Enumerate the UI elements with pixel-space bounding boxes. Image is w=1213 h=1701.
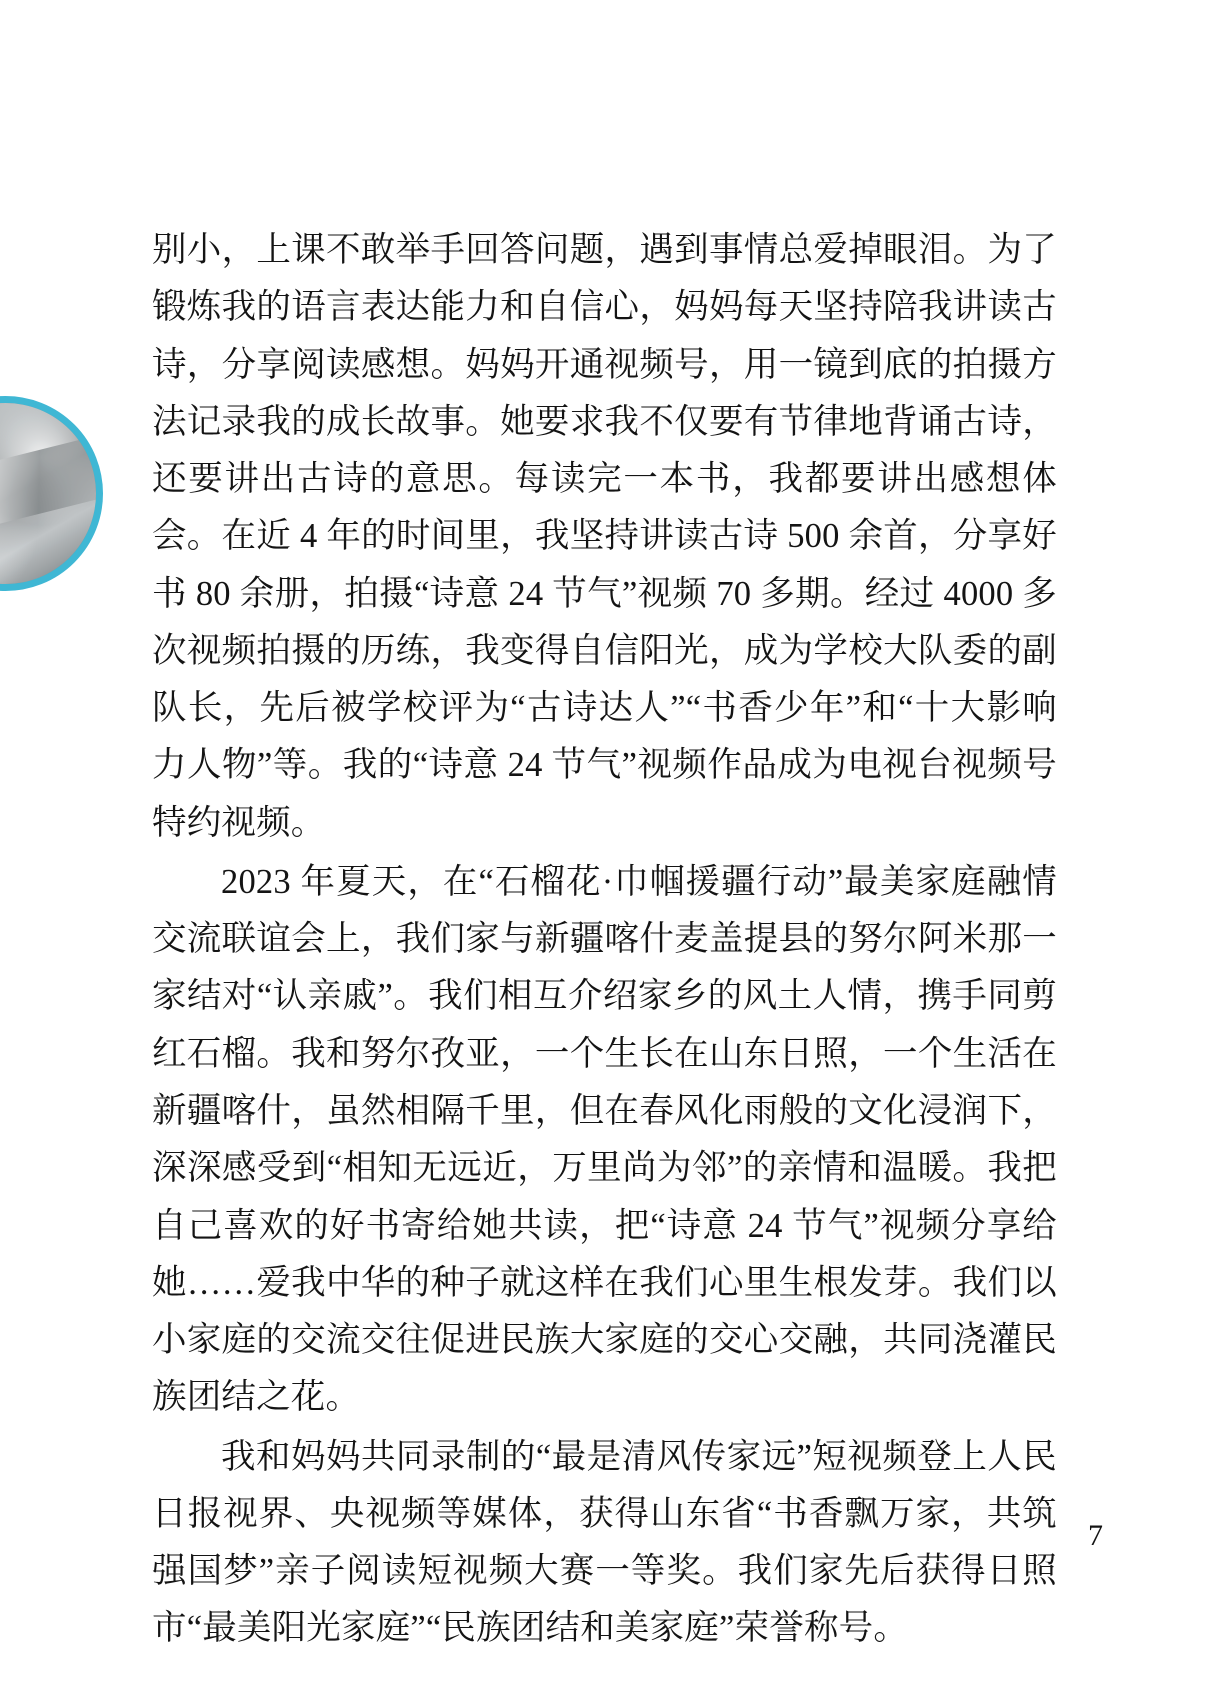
paragraph-1: 别小，上课不敢举手回答问题，遇到事情总爱掉眼泪。为了锻炼我的语言表达能力和自信心，妈妈每天坚持陪我讲读古诗，分享阅读感想。妈妈开通视频号，用一镜到底的拍摄方法记录我的成长故事。她要求我不仅要有节律地背诵古诗，还要讲出古诗的意思。每读完一本书，我都要讲出感想体会。在近 4 年的时间里，我坚持讲读古诗 500 余首，分享好书 80 余册，拍摄“诗意 24 节气”视频 70 多期。经过 4000 多次视频拍摄的历练，我变得自信阳光，成为学校大队委的副队长，先后被学校评为“古诗达人”“书香少年”和“十大影响力人物”等。我的“诗意 24 节气”视频作品成为电视台视频号特约视频。: [152, 231, 1057, 842]
page-number: 7: [1088, 1519, 1103, 1552]
body-text: [152, 222, 1057, 1660]
photo-image: [0, 403, 96, 584]
circular-photo: [0, 396, 103, 591]
paragraph-3: 我和妈妈共同录制的“最是清风传家远”短视频登上人民日报视界、央视频等媒体，获得山东省“书香飘万家，共筑强国梦”亲子阅读短视频大赛一等奖。我们家先后获得日照市“最美阳光家庭”“民族团结和美家庭”荣誉称号。: [152, 1437, 1057, 1648]
paragraph-2: 2023 年夏天，在“石榴花·巾帼援疆行动”最美家庭融情交流联谊会上，我们家与新疆喀什麦盖提县的努尔阿米那一家结对“认亲戚”。我们相互介绍家乡的风土人情，携手同剪红石榴。我和努尔孜亚，一个生长在山东日照，一个生活在新疆喀什，虽然相隔千里，但在春风化雨般的文化浸润下，深深感受到“相知无远近，万里尚为邻”的亲情和温暖。我把自己喜欢的好书寄给她共读，把“诗意 24 节气”视频分享给她……爱我中华的种子就这样在我们心里生根发芽。我们以小家庭的交流交往促进民族大家庭的交心交融，共同浇灌民族团结之花。: [152, 862, 1057, 1417]
